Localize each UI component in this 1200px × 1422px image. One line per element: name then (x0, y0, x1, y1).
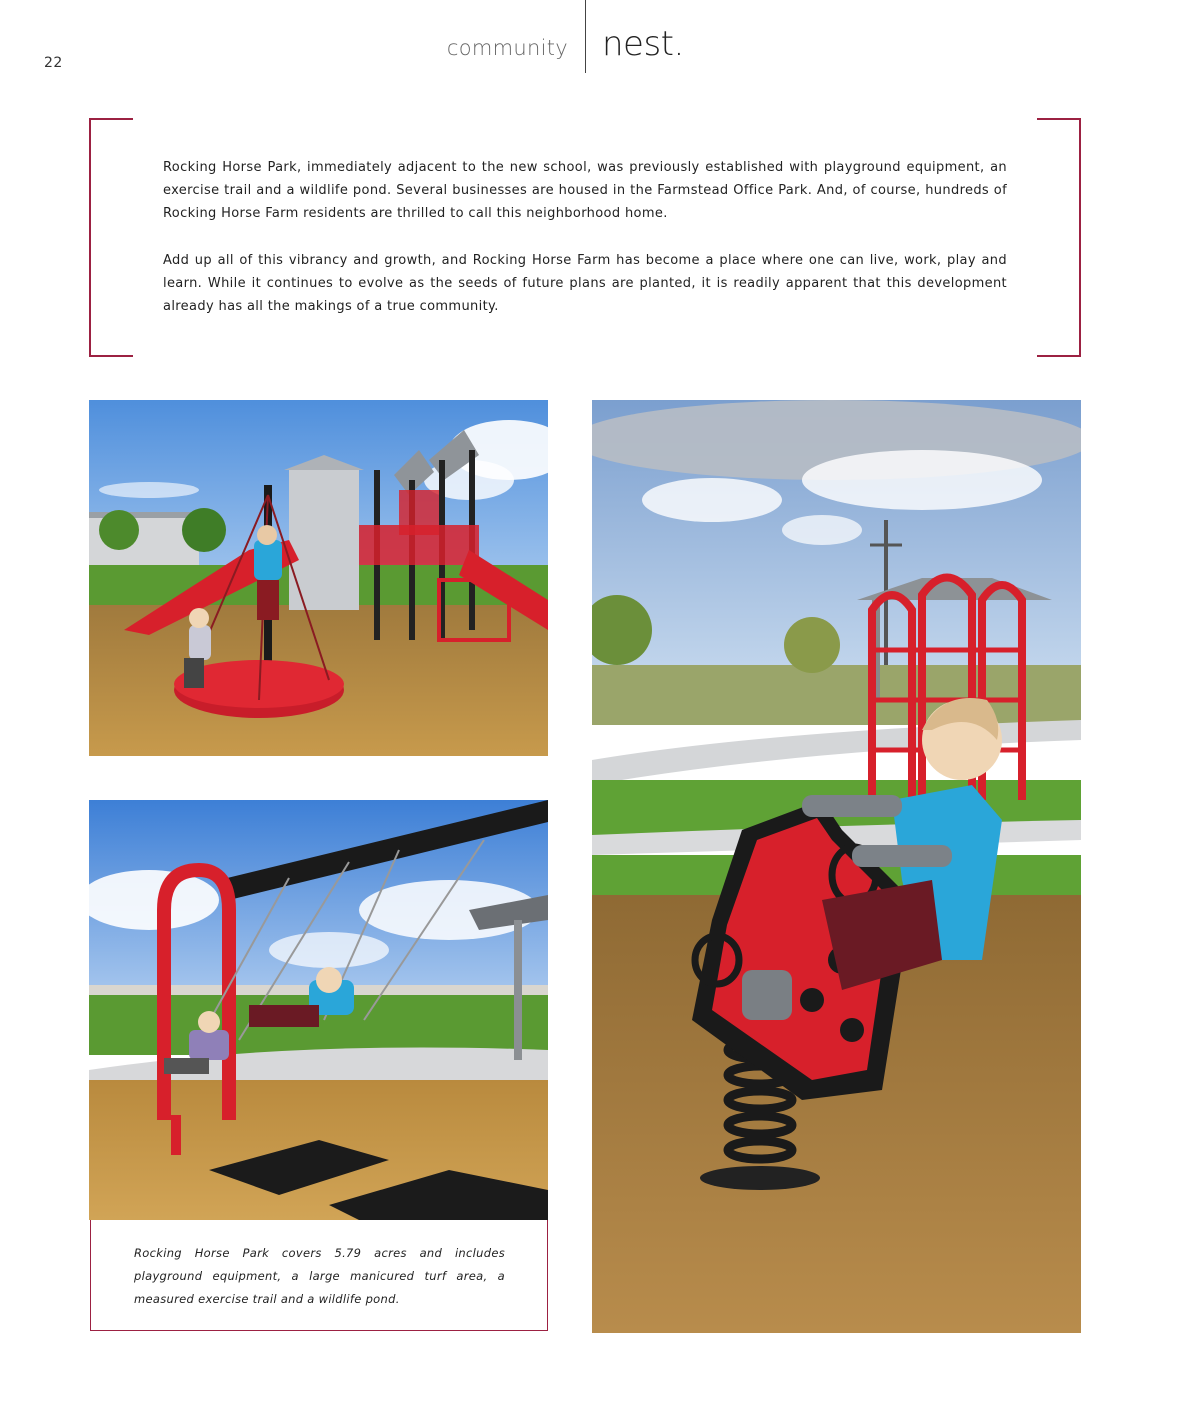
swings-photo (89, 800, 548, 1220)
intro-paragraph-1: Rocking Horse Park, immediately adjacent to the new school, was previously established with playground equipment, an exercise trail and a wildlife pond. Several businesses are housed in the Farmstead Office Park. And, of course, hundreds of Rocking Horse Farm residents are thrilled to call this neighborhood home. (163, 160, 1007, 221)
intro-frame-right-bracket (1037, 118, 1081, 357)
photo-caption: Rocking Horse Park covers 5.79 acres and includes playground equipment, a large manicured turf area, a measured exercise trail and a wildlife pond. (134, 1246, 505, 1306)
intro-text (163, 156, 1007, 342)
intro-paragraph-2: Add up all of this vibrancy and growth, and Rocking Horse Farm has become a place where one can live, work, play and learn. While it continues to evolve as the seeds of future plans are planted, it is readily apparent that this development already has all the makings of a true community. (163, 253, 1007, 314)
caption-frame (90, 1220, 548, 1331)
brand-logo: nest. (602, 24, 684, 64)
spring-rider-photo (592, 400, 1081, 1333)
intro-frame-left-bracket (89, 118, 133, 357)
section-title: community (446, 36, 568, 60)
header-divider (585, 0, 586, 73)
page-number: 22 (44, 55, 63, 71)
playground-structure-photo (89, 400, 548, 756)
